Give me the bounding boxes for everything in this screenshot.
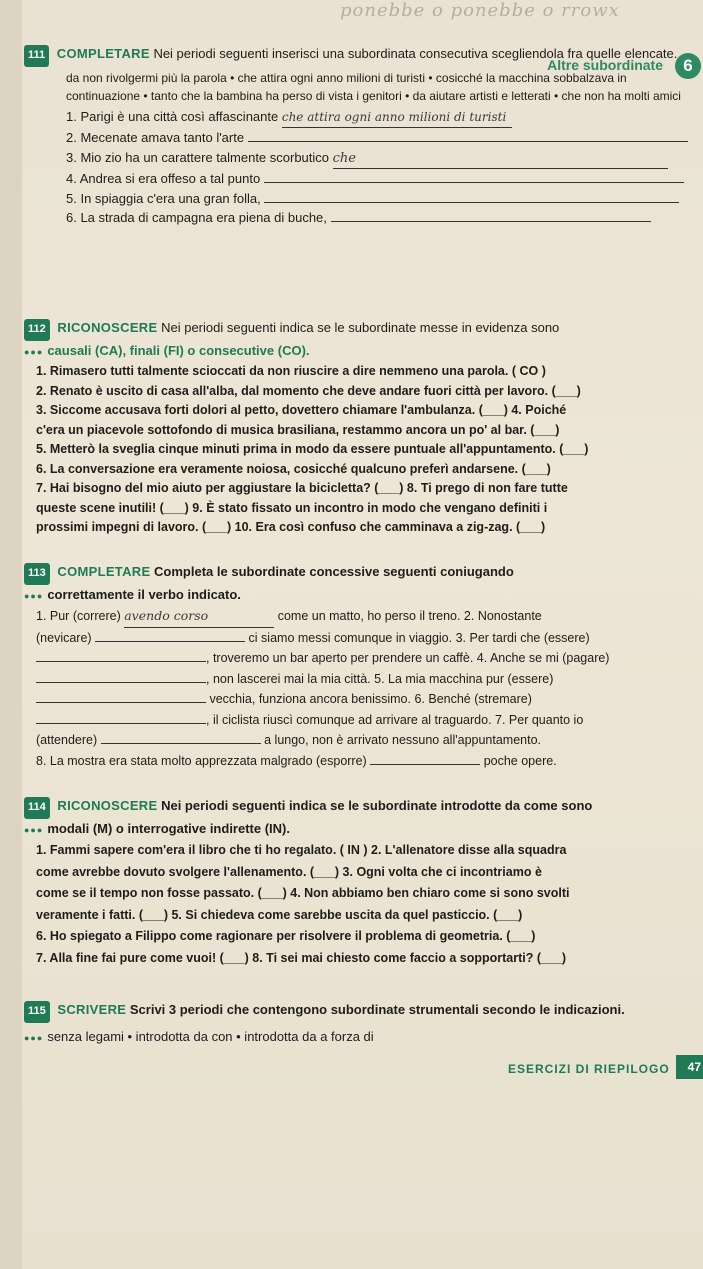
answer-field[interactable] bbox=[264, 202, 679, 203]
exercise-keyword: SCRIVERE bbox=[57, 1002, 127, 1017]
exercise-114 bbox=[24, 796, 695, 969]
exercise-instruction: Scrivi 3 periodi che contengono subordinate strumentali secondo le indicazioni. bbox=[129, 1002, 625, 1017]
section-number-badge: 6 bbox=[675, 53, 701, 79]
exercise-text: , troveremo un bar aperto per prendere un caffè. 4. Anche se mi (pagare) bbox=[206, 651, 610, 665]
exercise-keyword: COMPLETARE bbox=[57, 564, 151, 579]
exercise-item: 4. Andrea si era offeso a tal punto bbox=[66, 169, 695, 189]
difficulty-dots: ●●● bbox=[24, 590, 44, 601]
exercise-line: 5. Metterò la sveglia cinque minuti prima in modo da essere puntuale all'appuntamento. (___) bbox=[36, 442, 589, 456]
handwritten-scribble: ponebbe o ponebbe o rrowx bbox=[340, 0, 620, 21]
exercise-number: 114 bbox=[24, 797, 50, 819]
exercise-number: 112 bbox=[24, 319, 50, 341]
exercise-text: come un matto, ho perso il treno. 2. Nonostante bbox=[277, 609, 542, 623]
exercise-items bbox=[24, 107, 695, 228]
answer-field[interactable] bbox=[36, 661, 206, 662]
difficulty-dots: ●●● bbox=[24, 346, 44, 357]
exercise-112 bbox=[24, 318, 695, 538]
difficulty-dots: ●●● bbox=[24, 1032, 44, 1043]
exercise-item: 5. In spiaggia c'era una gran folla, bbox=[66, 189, 695, 209]
exercise-instruction: Nei periodi seguenti indica se le subordinate messe in evidenza sono bbox=[161, 320, 560, 335]
exercise-line: 7. Hai bisogno del mio aiuto per aggiustare la bicicletta? (___) 8. Ti prego di non fare tutte bbox=[36, 481, 568, 495]
answer-field[interactable] bbox=[264, 182, 684, 183]
exercise-number: 115 bbox=[24, 1001, 50, 1023]
exercise-keyword: COMPLETARE bbox=[56, 46, 150, 61]
exercise-line: c'era un piacevole sottofondo di musica brasiliana, restammo ancora un po' al bar. (___) bbox=[36, 422, 560, 437]
exercise-number: 113 bbox=[24, 563, 50, 585]
exercise-115 bbox=[24, 1000, 695, 1048]
section-label: Altre subordinate bbox=[547, 57, 663, 73]
exercise-text: , il ciclista riuscì comunque ad arrivare al traguardo. 7. Per quanto io bbox=[206, 712, 584, 727]
exercise-text: vecchia, funziona ancora benissimo. 6. Benché (stremare) bbox=[209, 692, 532, 706]
exercise-item: 3. Mio zio ha un carattere talmente scorbutico che bbox=[66, 148, 695, 170]
exercise-options: senza legami • introdotta da con • introdotta da a forza di bbox=[47, 1028, 374, 1044]
exercise-line: 7. Alla fine fai pure come vuoi! (___) 8. Ti sei mai chiesto come faccio a sopportarti? (___) bbox=[36, 950, 567, 965]
answer-field[interactable]: che attira ogni anno milioni di turisti bbox=[282, 108, 512, 129]
exercise-line: 2. Renato è uscito di casa all'alba, dal momento che deve andare fuori città per lavoro. (___) bbox=[36, 383, 581, 398]
exercise-instruction: Nei periodi seguenti inserisci una subordinata consecutiva scegliendola fra quelle elencate. bbox=[153, 46, 678, 61]
exercise-111 bbox=[24, 44, 695, 228]
footer-label: ESERCIZI DI RIEPILOGO bbox=[508, 1062, 670, 1076]
page-gutter bbox=[0, 0, 22, 1269]
exercise-text: (nevicare) bbox=[36, 630, 92, 645]
exercise-text: 8. La mostra era stata molto apprezzata malgrado (esporre) bbox=[36, 753, 367, 768]
answer-field[interactable]: che bbox=[333, 149, 668, 170]
exercise-keyword: RICONOSCERE bbox=[57, 798, 158, 813]
exercise-keyword: RICONOSCERE bbox=[57, 320, 158, 335]
exercise-instruction: Completa le subordinate concessive seguenti coniugando bbox=[154, 564, 514, 579]
exercise-text: (attendere) bbox=[36, 733, 98, 747]
exercise-instruction-2: causali (CA), finali (FI) o consecutive (CO). bbox=[47, 342, 310, 358]
exercise-line: 1. Fammi sapere com'era il libro che ti ho regalato. ( IN ) 2. L'allenatore disse alla squadra bbox=[36, 843, 567, 857]
exercise-item: 1. Parigi è una città così affascinante che attira ogni anno milioni di turisti bbox=[66, 107, 695, 129]
difficulty-dots: ●●● bbox=[24, 824, 44, 835]
exercise-item: 2. Mecenate amava tanto l'arte bbox=[66, 128, 695, 148]
answer-field[interactable] bbox=[248, 141, 688, 142]
exercise-line: come avrebbe dovuto svolgere l'allenamento. (___) 3. Ogni volta che ci incontriamo è bbox=[36, 864, 542, 879]
exercise-number: 111 bbox=[24, 45, 49, 67]
answer-field[interactable] bbox=[101, 743, 261, 744]
exercise-text: a lungo, non è arrivato nessuno all'appuntamento. bbox=[264, 733, 542, 747]
exercise-item: 6. La strada di campagna era piena di buche, bbox=[66, 208, 695, 228]
exercise-line: queste scene inutili! (___) 9. È stato fissato un incontro in modo che vengano definiti i bbox=[36, 500, 548, 515]
exercise-line: 6. Ho spiegato a Filippo come ragionare per risolvere il problema di geometria. (___) bbox=[36, 929, 536, 943]
exercise-line: 3. Siccome accusava forti dolori al petto, dovettero chiamare l'ambulanza. (___) 4. Poiché bbox=[36, 403, 567, 417]
answer-field[interactable] bbox=[95, 641, 245, 642]
exercise-text: , non lascerei mai la mia città. 5. La mia macchina pur (essere) bbox=[206, 671, 554, 686]
exercise-instruction: Nei periodi seguenti indica se le subordinate introdotte da come sono bbox=[161, 798, 593, 813]
exercise-113 bbox=[24, 562, 695, 771]
exercise-instruction-2: modali (M) o interrogative indirette (IN). bbox=[47, 820, 290, 836]
exercise-line: veramente i fatti. (___) 5. Si chiedeva come sarebbe uscita da quel pasticcio. (___) bbox=[36, 907, 523, 922]
exercise-text: poche opere. bbox=[483, 753, 557, 768]
answer-field[interactable] bbox=[331, 221, 651, 222]
exercise-instruction-2: correttamente il verbo indicato. bbox=[47, 586, 241, 602]
exercise-text: 1. Pur (correre) bbox=[36, 609, 121, 623]
exercise-line: 6. La conversazione era veramente noiosa, cosicché qualcuno preferì andarsene. (___) bbox=[36, 461, 551, 476]
answer-field[interactable] bbox=[36, 723, 206, 724]
answer-field[interactable]: avendo corso bbox=[124, 606, 274, 628]
exercise-line: prossimi impegni di lavoro. (___) 10. Era così confuso che camminava a zig-zag. (___) bbox=[36, 520, 546, 534]
exercise-text: ci siamo messi comunque in viaggio. 3. Per tardi che (essere) bbox=[248, 630, 590, 645]
exercise-line: 1. Rimasero tutti talmente scioccati da non riuscire a dire nemmeno una parola. ( CO ) bbox=[36, 364, 546, 378]
answer-field[interactable] bbox=[370, 764, 480, 765]
exercise-options: da non rivolgermi più la parola • che attira ogni anno milioni di turisti • cosicché la macchina sobbalzava in continuazione • tanto che la bambina ha perso di vista i genitori • da aiutare artisti e letterati • che non ha molti amici bbox=[66, 70, 681, 103]
answer-field[interactable] bbox=[36, 702, 206, 703]
answer-field[interactable] bbox=[36, 682, 206, 683]
page-number: 47 bbox=[676, 1055, 703, 1079]
exercise-line: come se il tempo non fosse passato. (___) 4. Non abbiamo ben chiaro come si sono svolti bbox=[36, 886, 570, 900]
